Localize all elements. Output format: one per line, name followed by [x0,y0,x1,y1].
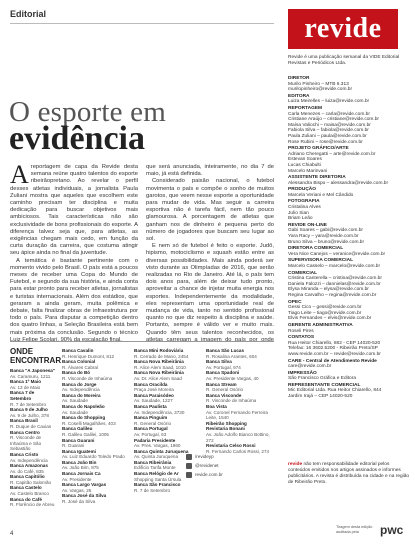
article-paragraph: E nem só de futebol é feito o esporte. Judô, hipismo, motociclismo e squash estão entre as diversas possibilidades. Mais ainda poderá ser visto durante as Olimpíadas de 2016, que serão realizadas no Rio de Janeiro. Até lá, o país tem dois anos para, além de deixar tudo pronto, aproveitar a chance de injetar muita energia nos esportes. Independentemente da modalidade, eles representam uma oportunidade real de mudança de vida, tanto no sentido profissional quanto no que diz respeito à disciplina e saúde. Portanto, sempre é válido ver e muito mais. Quando têm seus talentos reconhecidos, os atletas carregam a imagem do país por onde [146,243,274,342]
bancas-column-1 [62,348,130,505]
masthead-line: Telefax: 16 3602.5200 - Ribeirão Preto/SP [288,346,378,352]
banca-address: Av. Caramuru, 1211 [10,373,51,379]
banca-name: Banca 1º Maio [10,379,42,385]
banca-name: Banca Galileu [62,426,93,432]
masthead-heading: OPEC [288,299,302,305]
banca-name: Banca do Napoleão [62,403,105,409]
banca-item [10,430,56,452]
banca-address: R. Álvares Cabral [62,364,98,370]
banca-address: R. General Osório [206,387,244,393]
banca-address: R. 7 de Setembro [134,487,171,493]
banca-name: Banca Mini Rodoviária [134,348,184,353]
banca-item [62,393,130,404]
banca-name: Banca Iguatemi [62,448,96,454]
twitter-icon [186,463,192,469]
banca-address: R. José da Silva [62,499,96,505]
masthead-line: murilopinheiro@revide.com.br [288,87,353,93]
banca-item [62,370,130,381]
banca-item [62,449,130,460]
article-paragraph [10,164,138,258]
page-number: 4 [10,531,14,537]
masthead-line: Vera Nice Canejos – veranice@revide.com.br [288,251,386,257]
masthead-heading: FOTOGRAFIA [288,199,320,205]
banca-name: Banca Capitólio [10,474,45,480]
article-body [10,164,274,342]
top-rule [10,23,274,24]
masthead-line: Elvis Fernandes – elvis@revide.com.br [288,316,372,322]
masthead-line: Tiago Leite – tiago@revide.com.br [288,310,362,316]
banca-name: Boa Vista [206,403,227,409]
banca-address: Av. João Bim, 875 [62,465,99,471]
banca-item [62,460,130,471]
banca-address: Av. Coronel Fernando Ferreira Leite, 1540 [206,409,268,421]
bancas-column-3 [206,348,274,505]
masthead-line: care@revide.com.br [288,364,332,370]
masthead-line: Carla Menezes – carla@revide.com.br [288,111,370,117]
globe-icon [186,472,192,478]
banca-name: Banca São Lucas [206,348,245,353]
social-links [186,452,256,479]
website-link[interactable] [186,470,256,479]
banca-name: Banca José da Silva [62,493,107,499]
facebook-link[interactable] [186,452,256,461]
masthead-line: Adriano Cheregatti – arte@revide.com.br [288,151,376,157]
masthead-line: Marcela Veriani e Mel Cândido [288,192,354,198]
banca-item [134,359,202,370]
masthead-heading: DIRETORA COMERCIAL [288,246,344,252]
masthead-heading: SUPERVISORA COMERCIAL [288,258,354,264]
banca-name: Revistaria Celso Rossi [206,443,256,449]
banca-name: Banca Nova Ribeirânia [134,370,184,376]
banca-item [134,426,202,437]
banca-name: Banca Spadoni [206,370,240,376]
banca-address: Av. Pres. Vargas, 1960 [134,443,181,449]
banca-name: Banca Cristo [10,451,39,457]
paragraph-text: reportagem de capa da Revide desta semana reúne quatro talentos do esporte ribeirãopretano. Ao revelar o perfil desses atletas individuais, a jornalista Paula Zuliani mostra que aqueles que escolhem este caminho precisam ter disciplina e muita dedicação para buscar objetivos mais ambiciosos. Tais características não são exclusividade de bons profissionais do esporte. A diferença talvez seja que, para atletas, as exigências chegam mais cedo, em função da curta duração da carreira, que costuma atingir seu ápice ainda no final da juventude. [10,164,138,257]
masthead-line: www.revide.com.br – revide@revide.com.br [288,351,381,357]
masthead-line: Julio Sian [288,210,309,216]
bancas-column-2 [134,348,202,505]
banca-address: R. Capitão Salomão [10,479,52,485]
banca-item [134,393,202,404]
banca-address: Av. Saudade [62,409,88,415]
banca-name: Banca João Bin [62,459,97,465]
masthead-line: Marcelo Casselo – marcelo@revide.com.br [288,264,381,269]
dropcap: A [10,164,29,189]
banca-address: R. Duque de Caxias [10,423,52,429]
banca-name: Banca Silva [206,359,232,365]
banca-address: Shopping Santa Úrsula [134,476,182,482]
banca-item [10,368,56,379]
banca-name: Banca Nova Ribeirânia [134,359,184,365]
banca-item [134,370,202,381]
masthead-line: Paula Zuliani – paula@revide.com.br [288,133,367,139]
twitter-link[interactable] [186,461,256,470]
masthead-line: Rose Rubini – rose@revide.com.br [288,139,363,145]
masthead-line: Estevan Soares [288,157,322,163]
banca-name: Banca Relógio de Ar [134,471,179,477]
banca-name: Banca Colonial [62,359,96,365]
article-paragraph: A temática é bastante pertinente com o momento vivido pelo Brasil. O país está a poucos meses de receber uma Copa do Mundo de Futebol, e segundo da sua história, e ainda conta para estar pronto para receber atletas, jornalistas e turistas internacionais. Além dos estádios, que geraram a ainda geram, muita polêmica e debate, falta finalizar obras de infraestrutura por todo o país. Para disputar a competição dentro dos quatro linhas, a Seleção Brasileira está bem mais próxima da conclusão. Segundo o técnico Luiz Felipe Scolari, 90% da escalação final, [10,257,138,342]
banca-item [206,359,274,370]
banca-item [206,426,274,443]
social-handle: revide.com.br [195,472,223,477]
banca-name: Banca do Café [10,496,42,502]
banca-item [62,471,130,482]
masthead-heading: IMPRESSÃO [288,370,317,376]
bancas-grid [62,348,274,505]
masthead-line: Marcelo Marinvani [288,168,328,174]
audit-block [336,523,403,537]
banca-address: R. Visconde de Inhaúma e São Sebastião [10,435,42,452]
banca-name: Banca Brasil [10,418,38,424]
banca-address: Av. Saudade, 1227 [134,398,173,404]
banca-address: Av. Presidente Vargas, 40 [206,375,259,381]
masthead-line: Rua Heitor Chiarello, 882 - CEP 14020-520 [288,340,381,346]
masthead-heading: PRODUÇÃO [288,187,316,193]
banca-name: Banca Largo Vargas [62,482,107,488]
banca-address: R. Coselli Magalhães, 403 [62,420,116,426]
banca-item [62,415,130,426]
banca-address: Praça José Moreira [134,387,174,393]
banca-name: Banca Paulista [134,403,167,409]
masthead-line: Gabi Soares – gabi@revide.com.br [288,228,363,234]
banca-item [206,404,274,421]
audit-text: Tiragem desta edição auditada pela [336,525,373,534]
banca-item [10,390,56,407]
onde-encontrar-title: ONDE ENCONTRAR [10,347,62,365]
banca-address: Av. Portugal, 63 [134,431,167,437]
social-handle: @revidenet [195,463,219,468]
banca-address: Av. Quinta Juruquena [134,454,179,460]
masthead-heading: CARE - Central de Atendimento Revide [288,358,377,364]
banca-address: R. Visconde de Inhaúma [206,398,257,404]
article-column-1 [10,164,138,342]
masthead-line: Yara Racy – yara@revide.com.br [288,234,359,240]
banca-name: Banca do Bó [62,370,91,376]
masthead-line: Roseli Pires [288,328,314,334]
banca-item [206,370,274,381]
article-title-line1: O esporte em [9,96,167,128]
masthead-line: Regina Carvalho – regina@revide.com.br [288,292,377,298]
banca-address: R. 7 de Setembro [10,401,47,407]
banca-address: Av. Castelo Branco [10,491,49,497]
banca-name: Banca Pinguim [134,415,168,421]
masthead-line: Gessi Cico – gessi@revide.com.br [288,305,362,311]
masthead-intro: Revide é uma publicação semanal da VIDE Editorial Revistas e Periódicos Ltda. [288,55,400,66]
masthead-line: Luiza Meirelles – luiza@revide.com.br [288,99,370,105]
banca-address: R. Henrique Dumont, 812 [62,353,115,359]
masthead-line: Maísa Valiochi – maisa@revide.com.br [288,122,371,128]
masthead-line: Murilo Pinheiro – MTB 6.313 [288,81,349,87]
banca-address: R. General Osório [134,420,172,426]
banca-name: Banca Amazonas [10,463,48,469]
masthead-heading: DIRETOR [288,76,310,81]
masthead-heading: COMERCIAL [288,270,318,276]
banca-name: Banca Jornais Ca [62,471,101,477]
article-column-2 [146,164,274,342]
banca-item [10,485,56,496]
masthead-heading: GERENTE ADMINISTRATIVA [288,322,353,328]
masthead-heading: REPORTAGEM [288,105,323,111]
banca-item [134,404,202,415]
masthead-heading: PROJETO GRÁFICO/ARTE [288,146,349,152]
masthead-heading: ASSISTENTE DIRETORIA [288,175,346,181]
article-paragraph: Considerado paixão nacional, o futebol movimenta o país e compõe o sonho de muitos garotos, que veem nesse esporte a oportunidade para mudar de vida. Mas seguir a carreira esportiva não é tarefa fácil, nem tão pouco glamourosa. A porcentagem de atletas que ganham nos de dinheiro é pequena perto do número de jogadores que buscam seu lugar ao sol. [146,178,274,243]
banca-item [206,348,274,359]
masthead-line: Briam Leão [288,216,313,222]
banca-name: Banca 7 de Setembro [10,390,35,401]
banca-name: Banca Centro [10,429,40,435]
banca-name: Banca Castelo [10,485,42,491]
masthead-line: Cristalina Alves [288,205,321,211]
banca-address: Av. Independência, 3730 [134,409,185,415]
banca-name: Revistaria Bonani [206,426,245,432]
banca-address: Av. do Café, 835 [10,468,44,474]
banca-address: Av. Presidente [62,476,92,482]
banca-name: Banca do Moreira [62,392,101,398]
banca-item [206,382,274,393]
banca-item [134,348,202,359]
banca-item [10,497,56,508]
banca-name: Banca Quinta Juruquena [134,448,189,454]
masthead-line: Bruno Silva – bruno@revide.com.br [288,239,365,245]
banca-name: Banca do Shopping [62,415,106,421]
masthead-line: Fabiola Silva – fabiola@revide.com.br [288,128,369,134]
banca-name: Banca Stream [206,381,237,387]
banca-item [62,404,130,415]
banca-item [62,348,130,359]
footer-brand: revide [288,462,303,467]
banca-name: Banca do Jorge [62,381,97,387]
banca-name: Padaria Presidente [134,437,176,443]
masthead-line: Mic Editorial Ltda. Rua Heitor Chiarello, 844 [288,388,382,394]
banca-name: Banca 9 de Julho [10,407,48,413]
masthead-line: Daniela Falozzi – dannielas@revide.com.br [288,281,381,287]
banca-item [62,359,130,370]
section-label: Editorial [10,9,47,19]
banca-address: R. Florêncio de Abreu [10,502,55,508]
banca-item [10,418,56,429]
masthead-line: São Francisco Gráfica e Editora [288,376,356,382]
masthead-heading: EDITORA [288,93,310,99]
banca-name: Banca Portugal [134,426,168,432]
banca-address: Av. Independência [10,457,48,463]
banca-address: Av. Portugal, 974 [206,364,241,370]
banca-item [206,393,274,404]
footer-disclaimer [288,462,410,486]
revide-logo: revide [288,9,398,49]
banca-name: Banca São Francisco [134,482,181,488]
banca-name: Banca Oracilda [134,381,168,387]
banca-address: Av. Independência [62,387,100,393]
banca-item [134,438,202,449]
banca-item [10,407,56,418]
banca-name: Banca Cavalin [62,348,94,353]
banca-name: Banca "A Japonesa" [10,368,56,373]
banca-address: R. Galileu Galilei, 1005 [62,431,109,437]
banca-address: Av. Luiz Eduardo Toledo Prado [62,454,125,460]
banca-item [10,463,56,474]
masthead-line: Cristiane Araújo – cristiane@revide.com.br [288,117,379,123]
banca-address: Av. Dr. Alice Alem Saad [134,375,182,381]
banca-address: Edifício Tarifa Monte [134,465,176,471]
article-title-line2: evidência [9,120,145,157]
banca-name: Banca Visconde [206,392,242,398]
bancas-left-list [10,368,56,508]
masthead [288,75,410,400]
banca-item [62,438,130,449]
banca-item [10,452,56,463]
banca-item [10,379,56,390]
banca-name: Ribeirão Shopping [206,420,247,426]
masthead-line: Cristina Canterella – cristina@revide.com.br [288,276,382,282]
banca-item [62,382,130,393]
banca-item [62,493,130,504]
masthead-line: Jardim Irajá – CEP 14020-520 [288,394,353,400]
masthead-line: Alessandra Bispo – alessandra@revide.com.br [288,180,389,186]
banca-address: R. Fernando Carlos Rossi, 274 [206,448,270,454]
masthead-heading: CONTATOS [288,335,315,341]
banca-address: R. Rosalina Arantes, 604 [206,353,257,359]
banca-item [134,415,202,426]
banca-name: Banca Guarani [62,437,95,443]
masthead-line: Lucas Chiabulti [288,162,321,168]
banca-address: Av. 13 de Maio [10,384,41,390]
banca-address: R. Cerrado de Mano, 2454 [134,353,189,359]
banca-address: R. Visconde de Inhaúma [62,375,113,381]
banca-name: Banca Paraisódeo [134,392,174,398]
banca-address: Av. Vargas, 25 [62,487,92,493]
banca-item [134,482,202,493]
footer-text: não tem responsabilidade editorial pelos conteúdos emitidos nos artigos assinados e informes publicitários. A revista é distribuída na cidade e na região de Ribeirão Preto. [288,462,410,485]
banca-item [134,382,202,393]
banca-address: R. Alice Alem Saad, 1010 [134,364,186,370]
bottom-rule [10,341,274,342]
banca-name: Banca Ribeirânia [134,459,172,465]
facebook-icon [186,454,192,460]
banca-item [62,426,130,437]
banca-address: Av. Saudade [62,398,88,404]
banca-item [62,482,130,493]
masthead-line: Elysa Miranda – elysa@revide.com.br [288,287,369,293]
banca-address: Av. 9 de Julho, 378 [10,412,49,418]
banca-address: R. Guarani [62,443,85,449]
banca-address: Av. João Adolfo Bianco Bottino, 272 [206,431,270,443]
social-handle: /revideyp [195,454,214,459]
masthead-heading: REVIDE ON-LINE [288,222,327,228]
pwc-logo: pwc [380,523,404,537]
article-paragraph: que será anunciada, inteiramente, no dia 7 de maio, já está definida. [146,164,274,178]
banca-item [10,474,56,485]
masthead-heading: REPRESENTANTE COMERCIAL [288,382,361,388]
